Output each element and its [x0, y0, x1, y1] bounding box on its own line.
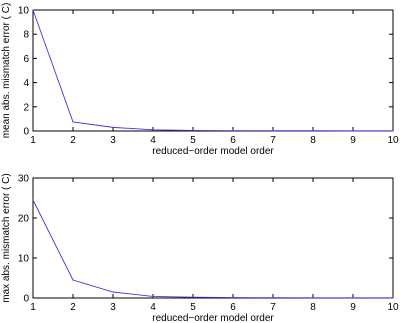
x-tick-label: 6	[230, 135, 236, 146]
data-point	[232, 130, 233, 131]
x-tick-label: 9	[350, 135, 356, 146]
x-tick-label: 7	[270, 135, 276, 146]
data-point	[32, 9, 33, 10]
y-tick-label: 10	[17, 5, 29, 17]
data-point	[392, 130, 393, 131]
x-tick-label: 3	[110, 302, 116, 313]
data-point	[152, 296, 153, 297]
x-tick-label: 2	[70, 302, 76, 313]
x-tick-label: 4	[150, 135, 156, 146]
x-axis-label: reduced−order model order	[152, 146, 274, 157]
plot-frame	[33, 10, 393, 131]
data-point	[272, 297, 273, 298]
x-tick-label: 10	[387, 135, 399, 146]
y-tick-label: 2	[23, 102, 29, 114]
data-point	[232, 297, 233, 298]
y-axis-label: max abs. mismatch error ( C)	[1, 173, 12, 303]
x-tick-label: 4	[150, 302, 156, 313]
y-tick-label: 10	[17, 253, 29, 265]
x-tick-label: 9	[350, 302, 356, 313]
data-point	[392, 297, 393, 298]
data-point	[272, 130, 273, 131]
x-tick-label: 8	[310, 302, 316, 313]
data-point	[32, 199, 33, 200]
y-tick-label: 0	[23, 293, 29, 305]
data-point	[72, 121, 73, 122]
x-tick-label: 5	[190, 135, 196, 146]
chart-mean-abs-error	[1, 3, 399, 157]
x-tick-label: 10	[387, 302, 399, 313]
plot-frame	[33, 178, 393, 298]
y-axis-label: mean abs. mismatch error ( C)	[1, 2, 12, 139]
x-tick-label: 1	[30, 135, 36, 146]
y-tick-label: 6	[23, 53, 29, 65]
data-point	[192, 297, 193, 298]
x-tick-label: 3	[110, 135, 116, 146]
data-point	[112, 291, 113, 292]
data-point	[112, 127, 113, 128]
data-point	[192, 130, 193, 131]
x-tick-label: 1	[30, 302, 36, 313]
x-tick-label: 8	[310, 135, 316, 146]
y-tick-label: 30	[17, 173, 29, 185]
y-tick-label: 20	[17, 213, 29, 225]
y-tick-label: 0	[23, 126, 29, 138]
data-point	[312, 297, 313, 298]
y-tick-label: 8	[23, 29, 29, 41]
x-tick-label: 2	[70, 135, 76, 146]
data-point	[152, 129, 153, 130]
x-tick-label: 7	[270, 302, 276, 313]
x-tick-label: 6	[230, 302, 236, 313]
data-point	[312, 130, 313, 131]
x-tick-label: 5	[190, 302, 196, 313]
chart-max-abs-error	[1, 173, 399, 323]
data-point	[352, 297, 353, 298]
data-point	[352, 130, 353, 131]
x-axis-label: reduced−order model order	[152, 313, 274, 323]
series-line	[33, 10, 393, 131]
series-line	[33, 200, 393, 298]
data-point	[72, 279, 73, 280]
y-tick-label: 4	[23, 78, 29, 90]
